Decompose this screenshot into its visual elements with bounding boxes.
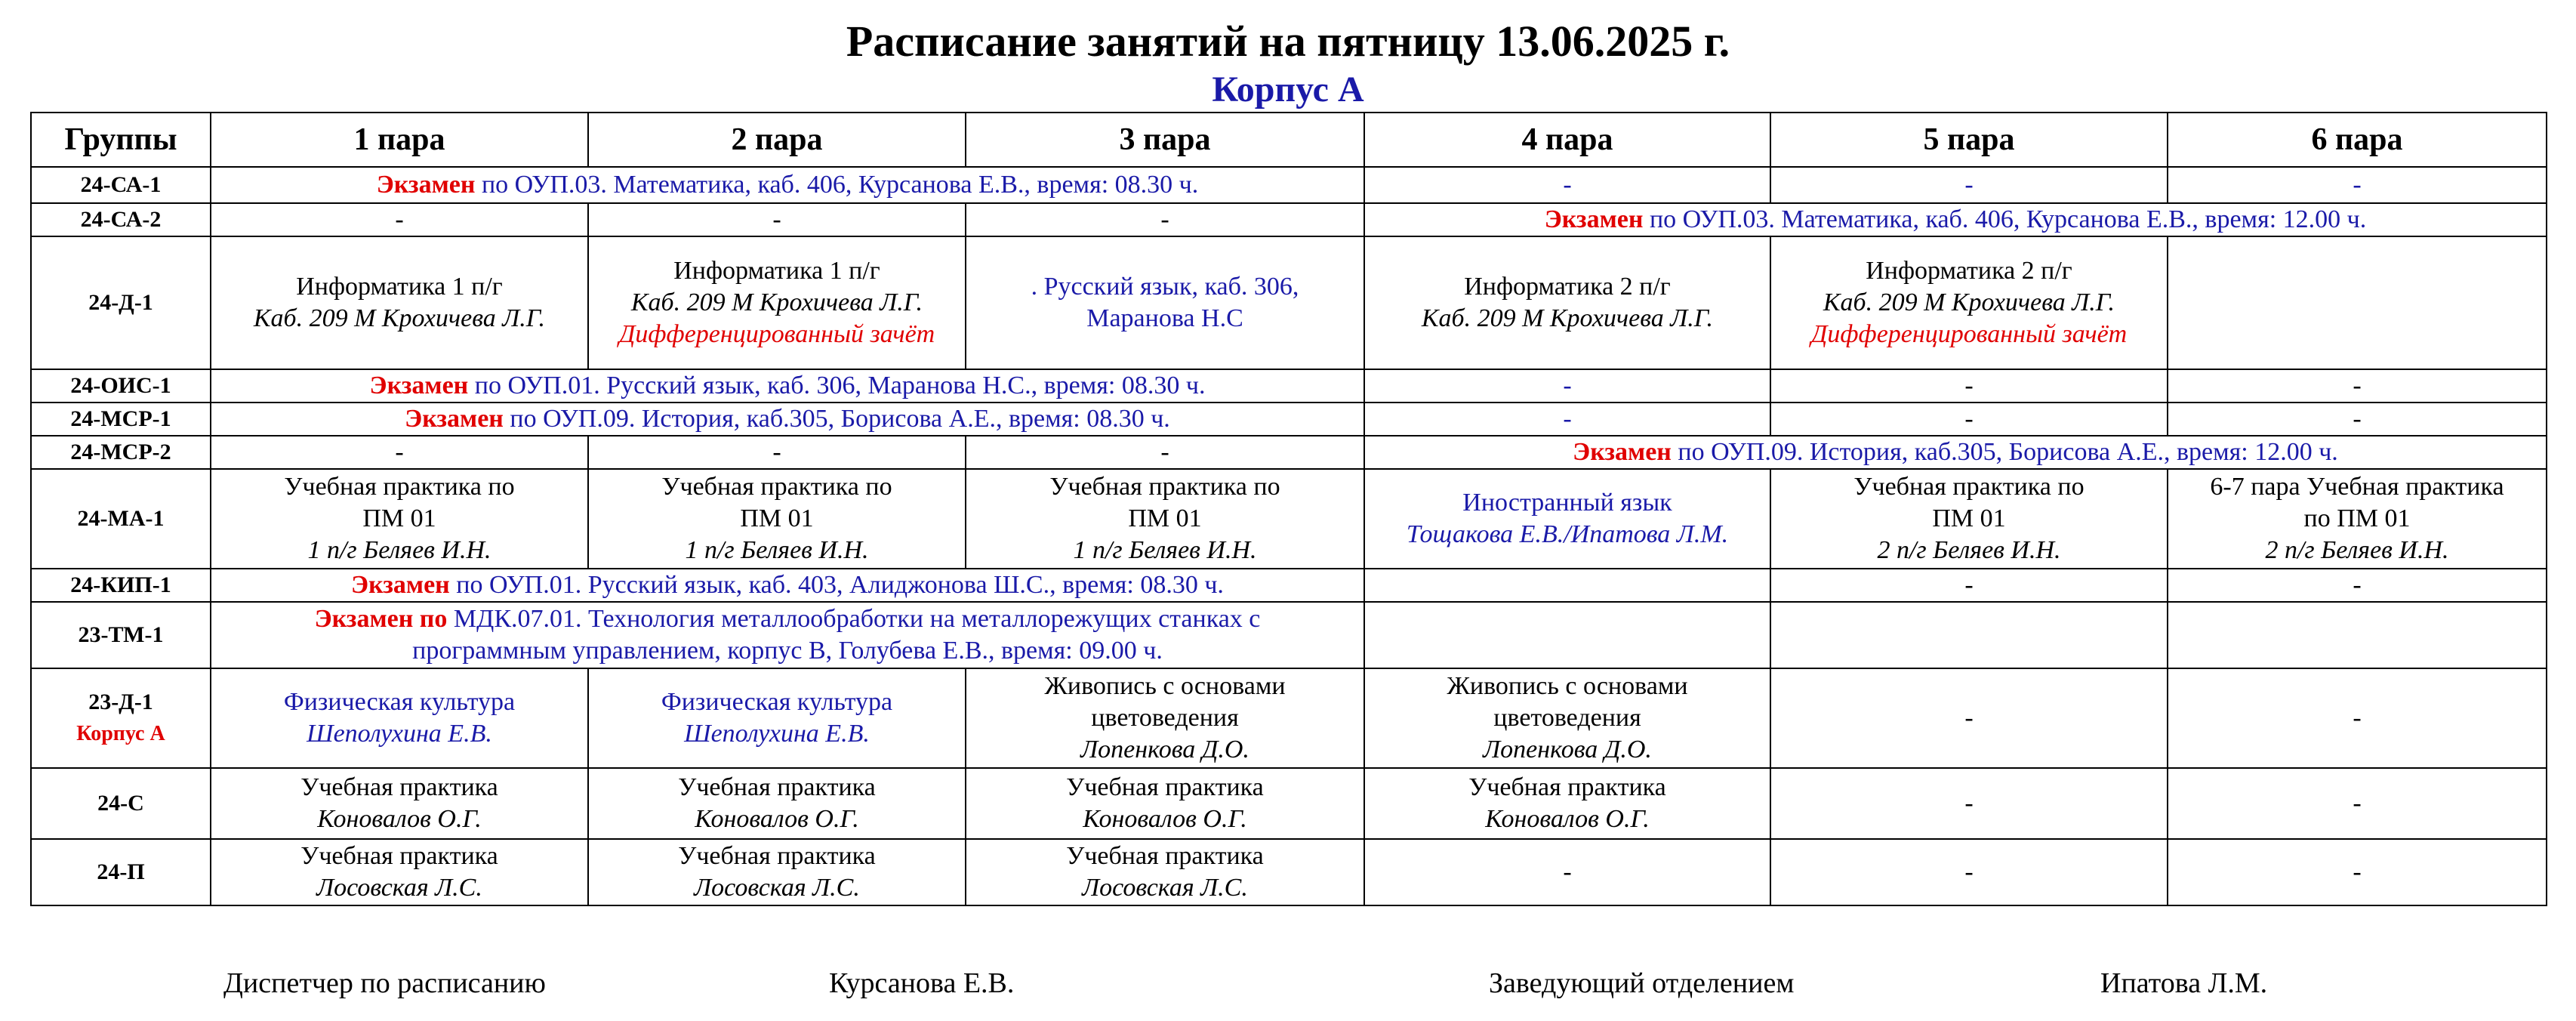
lesson-subject: Информатика 2 п/г	[1866, 257, 2072, 285]
lesson-cell: -	[2168, 167, 2547, 203]
lesson-subject-cont: цветоведения	[1493, 704, 1641, 732]
lesson-cell	[966, 236, 1364, 369]
lesson-cell	[211, 839, 588, 905]
table-row	[31, 167, 2547, 203]
exam-line-1	[220, 603, 1354, 635]
lesson-cell: -	[1364, 403, 1770, 436]
group-cell: 24-ОИС-1	[31, 369, 211, 403]
col-header-pair-5: 5 пара	[1770, 113, 2168, 167]
exam-details: по ОУП.01. Русский язык, каб. 403, Алиджонова Ш.С., время: 08.30 ч.	[449, 571, 1224, 599]
col-header-pair-3: 3 пара	[966, 113, 1364, 167]
col-header-pair-1: 1 пара	[211, 113, 588, 167]
exam-cell	[211, 369, 1364, 403]
lesson-cell	[2168, 469, 2547, 569]
table-row	[31, 668, 2547, 768]
lesson-cell: -	[2168, 768, 2547, 839]
lesson-cell: -	[966, 436, 1364, 469]
lesson-cell	[1770, 469, 2168, 569]
exam-details: по ОУП.03. Математика, каб. 406, Курсанова Е.В., время: 08.30 ч.	[475, 171, 1199, 199]
lesson-subject: 6-7 пара Учебная практика	[2210, 473, 2504, 501]
lesson-cell	[211, 668, 588, 768]
lesson-subject: Физическая культура	[661, 688, 893, 716]
lesson-teacher: 2 п/г Беляев И.Н.	[2265, 536, 2449, 564]
lesson-subject: Живопись с основами	[1044, 672, 1286, 700]
col-header-pair-2: 2 пара	[588, 113, 966, 167]
lesson-teacher: Каб. 209 М Крохичева Л.Г.	[253, 304, 546, 332]
col-header-pair-6: 6 пара	[2168, 113, 2547, 167]
lesson-cell	[211, 236, 588, 369]
exam-label: Экзамен по	[314, 605, 448, 633]
lesson-teacher: Лосовская Л.С.	[316, 874, 482, 902]
lesson-cell	[1364, 236, 1770, 369]
lesson-subject: Учебная практика	[678, 773, 876, 801]
exam-details: по ОУП.09. История, каб.305, Борисова А.Е., время: 08.30 ч.	[503, 405, 1170, 433]
lesson-teacher: Каб. 209 М Крохичева Л.Г.	[630, 288, 923, 316]
exam-details: по ОУП.03. Математика, каб. 406, Курсанова Е.В., время: 12.00 ч.	[1643, 205, 2367, 233]
exam-label: Экзамен	[376, 171, 476, 199]
lesson-cell	[1770, 236, 2168, 369]
table-row	[31, 403, 2547, 436]
lesson-cell	[1364, 469, 1770, 569]
lesson-cell	[1770, 602, 2168, 668]
group-cell: 24-П	[31, 839, 211, 905]
group-cell: 24-С	[31, 768, 211, 839]
exam-details: МДК.07.01. Технология металлообработки на металлорежущих станках с	[447, 605, 1261, 633]
dispatcher-name: Курсанова Е.В.	[829, 967, 1015, 999]
lesson-subject: Учебная практика	[678, 842, 876, 870]
lesson-subject: Учебная практика по	[1853, 473, 2085, 501]
lesson-teacher: Коновалов О.Г.	[695, 805, 859, 833]
lesson-teacher: Маранова Н.С	[1086, 304, 1243, 332]
lesson-cell: -	[2168, 569, 2547, 602]
lesson-cell: -	[1770, 839, 2168, 905]
dispatcher-label: Диспетчер по расписанию	[223, 967, 546, 999]
table-row	[31, 602, 2547, 668]
exam-cell	[1364, 203, 2547, 236]
lesson-cell: -	[2168, 668, 2547, 768]
group-cell: 24-МСР-2	[31, 436, 211, 469]
table-row	[31, 236, 2547, 369]
lesson-teacher: 2 п/г Беляев И.Н.	[1877, 536, 2061, 564]
exam-cell	[211, 602, 1364, 668]
exam-cell	[1364, 436, 2547, 469]
lesson-cell	[1364, 668, 1770, 768]
lesson-cell: -	[1770, 167, 2168, 203]
lesson-teacher: Лопенкова Д.О.	[1483, 736, 1652, 763]
lesson-cell: -	[588, 436, 966, 469]
lesson-cell: -	[2168, 403, 2547, 436]
lesson-cell	[588, 469, 966, 569]
lesson-note: Дифференцированный зачёт	[618, 320, 935, 348]
lesson-cell: -	[1770, 369, 2168, 403]
table-row	[31, 768, 2547, 839]
lesson-cell: -	[1770, 403, 2168, 436]
lesson-note: Дифференцированный зачёт	[1810, 320, 2128, 348]
group-cell: 24-МА-1	[31, 469, 211, 569]
exam-label: Экзамен	[1573, 438, 1672, 466]
group-name: 23-Д-1	[88, 689, 153, 714]
lesson-cell: -	[1770, 768, 2168, 839]
lesson-cell	[1364, 768, 1770, 839]
lesson-subject: Информатика 2 п/г	[1464, 273, 1671, 301]
lesson-cell: -	[1364, 167, 1770, 203]
lesson-cell: -	[588, 203, 966, 236]
lesson-cell	[966, 469, 1364, 569]
lesson-cell: -	[211, 436, 588, 469]
table-row	[31, 203, 2547, 236]
lesson-teacher: Шеполухина Е.В.	[684, 720, 870, 748]
exam-details: по ОУП.01. Русский язык, каб. 306, Маранова Н.С., время: 08.30 ч.	[468, 372, 1206, 399]
lesson-teacher: Каб. 209 М Крохичева Л.Г.	[1823, 288, 2115, 316]
lesson-cell	[588, 839, 966, 905]
exam-label: Экзамен	[369, 372, 469, 399]
department-head-name: Ипатова Л.М.	[2100, 967, 2268, 999]
lesson-teacher: Коновалов О.Г.	[1485, 805, 1650, 833]
group-cell: 23-ТМ-1	[31, 602, 211, 668]
page-title: Расписание занятий на пятницу 13.06.2025 г.	[846, 17, 1730, 66]
lesson-subject-cont: цветоведения	[1091, 704, 1239, 732]
lesson-teacher: Коновалов О.Г.	[317, 805, 482, 833]
exam-label: Экзамен	[351, 571, 450, 599]
lesson-subject: Учебная практика	[1066, 842, 1264, 870]
lesson-subject: Живопись с основами	[1447, 672, 1688, 700]
lesson-module: ПМ 01	[740, 504, 814, 532]
lesson-module: по ПМ 01	[2303, 504, 2411, 532]
lesson-cell: -	[1364, 369, 1770, 403]
col-header-groups: Группы	[31, 113, 211, 167]
lesson-cell	[966, 768, 1364, 839]
table-row	[31, 839, 2547, 905]
exam-cell	[211, 569, 1364, 602]
lesson-subject: Учебная практика	[1468, 773, 1666, 801]
lesson-subject: Физическая культура	[283, 688, 516, 716]
table-row	[31, 436, 2547, 469]
group-cell: 24-МСР-1	[31, 403, 211, 436]
lesson-subject: Учебная практика по	[661, 473, 892, 501]
lesson-cell: -	[1770, 569, 2168, 602]
lesson-teacher: Лопенкова Д.О.	[1080, 736, 1249, 763]
lesson-cell: -	[2168, 369, 2547, 403]
lesson-teacher: Шеполухина Е.В.	[307, 720, 492, 748]
lesson-cell: -	[2168, 839, 2547, 905]
building-subtitle: Корпус А	[1212, 69, 1364, 110]
lesson-subject: Учебная практика	[1066, 773, 1264, 801]
lesson-teacher: Тощакова Е.В./Ипатова Л.М.	[1406, 520, 1729, 548]
lesson-subject: Учебная практика	[300, 842, 498, 870]
lesson-cell: -	[1770, 668, 2168, 768]
lesson-teacher: 1 п/г Беляев И.Н.	[1073, 536, 1257, 564]
table-header-row	[31, 113, 2547, 167]
exam-cell	[211, 403, 1364, 436]
group-cell: 24-СА-2	[31, 203, 211, 236]
group-building-note: Корпус А	[76, 722, 165, 745]
exam-label: Экзамен	[1544, 205, 1644, 233]
table-row	[31, 369, 2547, 403]
schedule-table	[30, 112, 2547, 906]
exam-cell	[211, 167, 1364, 203]
lesson-cell	[211, 768, 588, 839]
lesson-cell	[2168, 602, 2547, 668]
group-cell: 24-Д-1	[31, 236, 211, 369]
lesson-cell	[1364, 602, 1770, 668]
lesson-module: ПМ 01	[1932, 504, 2006, 532]
lesson-module: ПМ 01	[362, 504, 436, 532]
group-cell: 24-СА-1	[31, 167, 211, 203]
lesson-cell	[211, 469, 588, 569]
lesson-cell	[588, 668, 966, 768]
lesson-module: ПМ 01	[1128, 504, 1202, 532]
lesson-cell: -	[211, 203, 588, 236]
col-header-pair-4: 4 пара	[1364, 113, 1770, 167]
lesson-subject: Иностранный язык	[1462, 489, 1672, 517]
lesson-cell: -	[966, 203, 1364, 236]
lesson-teacher: 1 п/г Беляев И.Н.	[307, 536, 491, 564]
lesson-cell	[588, 768, 966, 839]
lesson-cell	[1364, 569, 1770, 602]
lesson-subject: . Русский язык, каб. 306,	[1031, 273, 1299, 301]
lesson-subject: Информатика 1 п/г	[296, 273, 503, 301]
lesson-cell	[2168, 236, 2547, 369]
exam-line-2: программным управлением, корпус В, Голубева Е.В., время: 09.00 ч.	[412, 637, 1163, 665]
group-cell	[31, 668, 211, 768]
lesson-cell	[966, 668, 1364, 768]
lesson-cell	[966, 839, 1364, 905]
lesson-cell	[588, 236, 966, 369]
lesson-subject: Учебная практика по	[1049, 473, 1280, 501]
lesson-subject: Учебная практика по	[284, 473, 515, 501]
lesson-subject: Информатика 1 п/г	[673, 257, 880, 285]
group-cell: 24-КИП-1	[31, 569, 211, 602]
exam-details: по ОУП.09. История, каб.305, Борисова А.Е., время: 12.00 ч.	[1671, 438, 2338, 466]
lesson-teacher: Коновалов О.Г.	[1083, 805, 1247, 833]
department-head-label: Заведующий отделением	[1489, 967, 1795, 999]
lesson-teacher: Каб. 209 М Крохичева Л.Г.	[1421, 304, 1714, 332]
lesson-teacher: Лосовская Л.С.	[1082, 874, 1248, 902]
lesson-teacher: Лосовская Л.С.	[694, 874, 860, 902]
table-row	[31, 569, 2547, 602]
lesson-teacher: 1 п/г Беляев И.Н.	[685, 536, 869, 564]
lesson-subject: Учебная практика	[300, 773, 498, 801]
lesson-cell: -	[1364, 839, 1770, 905]
exam-label: Экзамен	[405, 405, 504, 433]
table-row	[31, 469, 2547, 569]
